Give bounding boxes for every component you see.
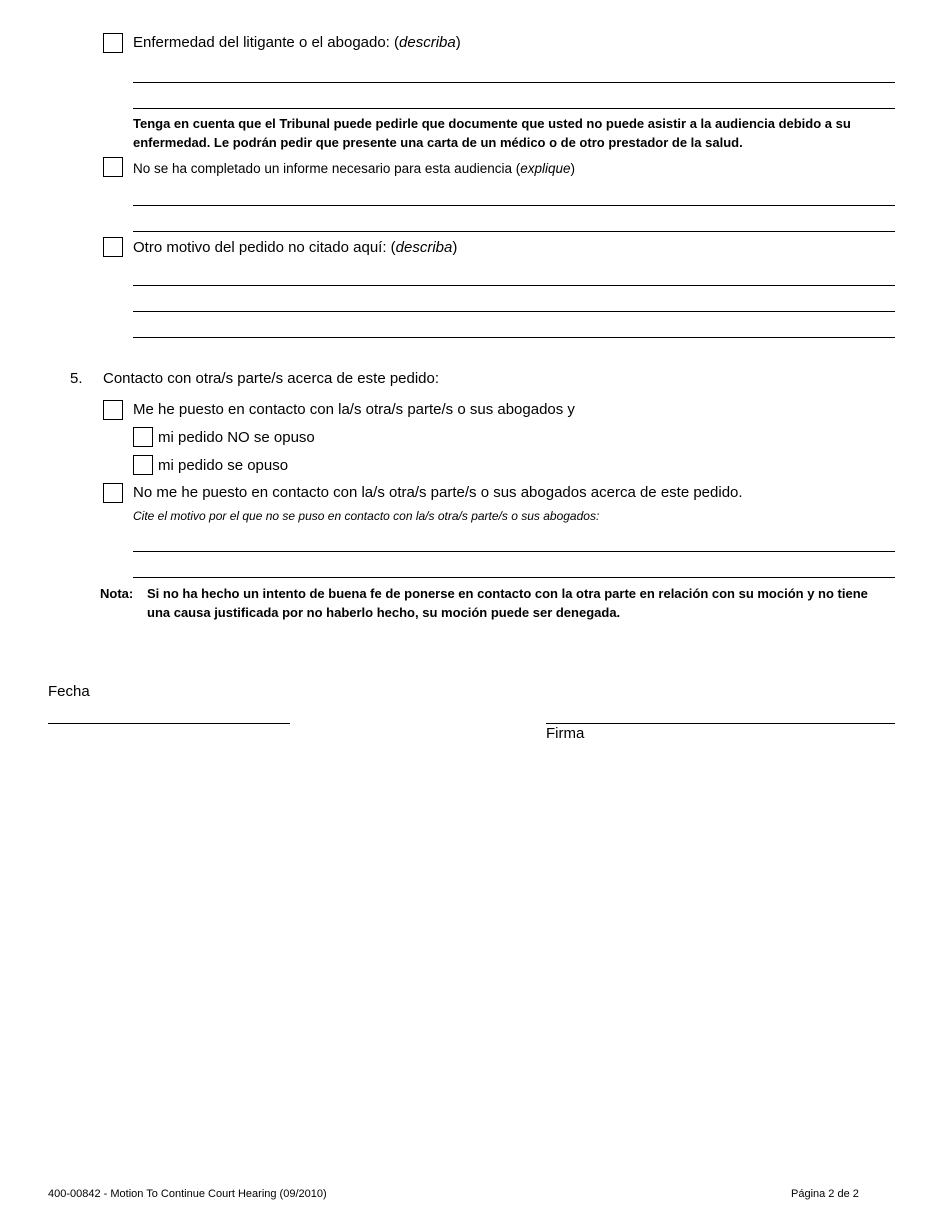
- section-5-number: 5.: [70, 370, 83, 387]
- other-description-field-3[interactable]: [133, 313, 895, 337]
- note-text: Si no ha hecho un intento de buena fe de ponerse en contacto con la otra parte en relación con su moción y no tiene una causa justificada por no haberlo hecho, su moción puede ser denegada.: [147, 586, 868, 620]
- illness-description-field-2[interactable]: [133, 84, 895, 108]
- not-opposed-label: mi pedido NO se opuso: [158, 429, 315, 446]
- signature-label: Firma: [546, 725, 585, 742]
- reason-line-1: [133, 551, 895, 552]
- other-line-2: [133, 311, 895, 312]
- report-explanation-field-2[interactable]: [133, 207, 895, 231]
- reason-field-1[interactable]: [133, 527, 895, 551]
- illness-notice: Tenga en cuenta que el Tribunal puede pedirle que documente que usted no puede asistir a la audiencia debido a su enfermedad. Le podrán pedir que presente una carta de un médico o de otro prestador de la salud.: [133, 116, 851, 150]
- illness-line-1: [133, 82, 895, 83]
- other-line-3: [133, 337, 895, 338]
- contacted-checkbox[interactable]: [103, 400, 123, 420]
- not-opposed-checkbox[interactable]: [133, 427, 153, 447]
- section-5-title: Contacto con otra/s parte/s acerca de este pedido:: [103, 370, 440, 387]
- illness-checkbox[interactable]: [103, 33, 123, 53]
- date-label: Fecha: [48, 683, 90, 700]
- signature-field[interactable]: [546, 699, 895, 723]
- illness-label: Enfermedad del litigante o el abogado: (describa): [133, 34, 461, 51]
- date-field[interactable]: [48, 699, 290, 723]
- other-description-field-2[interactable]: [133, 287, 895, 311]
- report-line-2: [133, 231, 895, 232]
- date-line: [48, 723, 290, 724]
- not-contacted-checkbox[interactable]: [103, 483, 123, 503]
- not-contacted-label: No me he puesto en contacto con la/s otra/s parte/s o sus abogados acerca de este pedido.: [133, 484, 743, 501]
- report-label: No se ha completado un informe necesario para esta audiencia (explique): [133, 161, 576, 176]
- report-explanation-field-1[interactable]: [133, 181, 895, 205]
- reason-prompt: Cite el motivo por el que no se puso en contacto con la/s otra/s parte/s o sus abogados:: [133, 509, 600, 523]
- other-reason-checkbox[interactable]: [103, 237, 123, 257]
- illness-line-2: [133, 108, 895, 109]
- signature-line: [546, 723, 895, 724]
- note-label: Nota:: [100, 586, 134, 601]
- other-line-1: [133, 285, 895, 286]
- other-reason-label: Otro motivo del pedido no citado aquí: (describa): [133, 239, 458, 256]
- reason-line-2: [133, 577, 895, 578]
- contacted-label: Me he puesto en contacto con la/s otra/s parte/s o sus abogados y: [133, 401, 575, 418]
- footer-form-id: 400-00842 - Motion To Continue Court Hearing (09/2010): [48, 1188, 327, 1200]
- other-description-field-1[interactable]: [133, 261, 895, 285]
- opposed-label: mi pedido se opuso: [158, 457, 289, 474]
- report-checkbox[interactable]: [103, 157, 123, 177]
- illness-description-field-1[interactable]: [133, 58, 895, 82]
- reason-field-2[interactable]: [133, 553, 895, 577]
- footer-page-number: Página 2 de 2: [791, 1188, 859, 1200]
- report-line-1: [133, 205, 895, 206]
- opposed-checkbox[interactable]: [133, 455, 153, 475]
